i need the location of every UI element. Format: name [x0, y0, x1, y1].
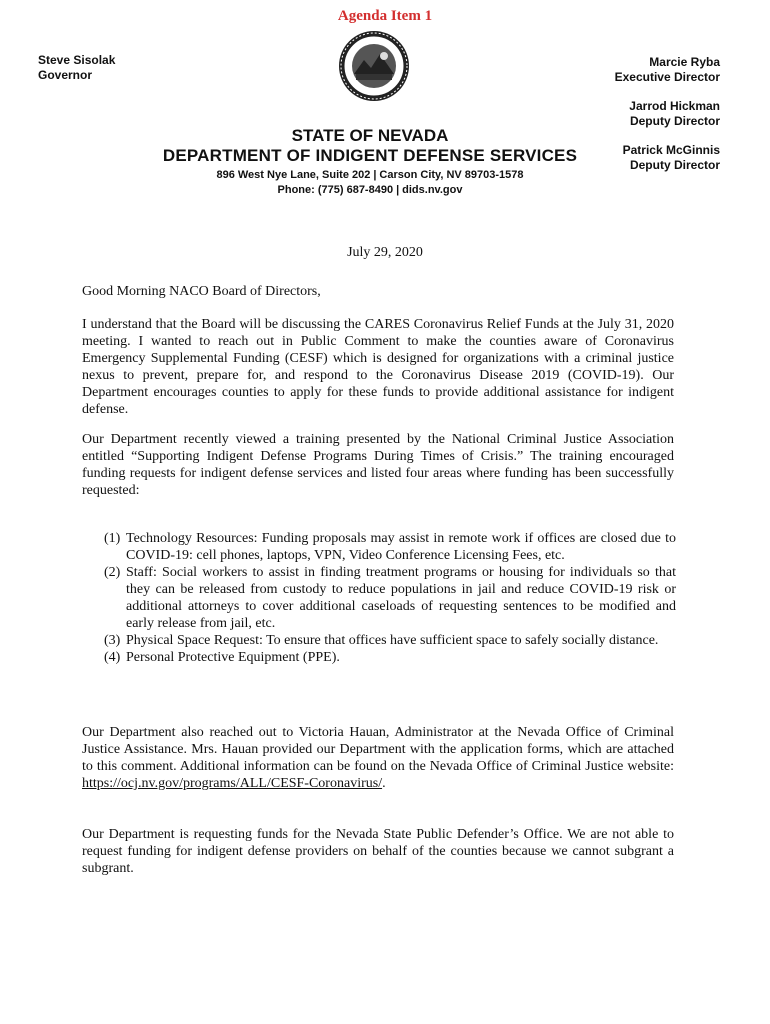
list-number: (3) — [104, 633, 121, 648]
list-number: (4) — [104, 650, 121, 665]
list-number: (1) — [104, 531, 121, 546]
official-title: Deputy Director — [629, 114, 720, 128]
list-text: Physical Space Request: To ensure that offices have sufficient space to safely socially distance. — [126, 633, 659, 648]
list-number: (2) — [104, 565, 121, 580]
official-executive-director — [615, 55, 720, 85]
state-seal-icon — [338, 30, 410, 102]
paragraph-3-end: . — [382, 776, 386, 791]
greeting: Good Morning NACO Board of Directors, — [82, 284, 321, 299]
governor-title: Governor — [38, 68, 93, 82]
list-item — [104, 649, 676, 666]
paragraph-3-text: Our Department also reached out to Victoria Hauan, Administrator at the Nevada Office of Criminal Justice Assistance. Mrs. Hauan provided our Department with the application forms, which are attached to this comment. Additional information can be found on the Nevada Office of Criminal Justice website: — [82, 725, 674, 774]
paragraph-4: Our Department is requesting funds for the Nevada State Public Defender’s Office. We are not able to request funding for indigent defense providers on behalf of the counties because we cannot subgrant a subgrant. — [82, 827, 674, 876]
paragraph-1: I understand that the Board will be discussing the CARES Coronavirus Relief Funds at the July 31, 2020 meeting. I wanted to reach out in Public Comment to make the counties aware of Coronavirus Emergency Supplemental Funding (CESF) which is designed for organizations with a criminal justice nexus to prevent, prepare for, and respond to the Coronavirus Disease 2019 (COVID-19). Our Department encourages counties to apply for these funds to provide additional assistance for indigent defense. — [82, 317, 674, 417]
official-name: Marcie Ryba — [649, 55, 720, 69]
state-heading: STATE OF NEVADA — [291, 126, 449, 145]
funding-areas-list — [104, 530, 676, 666]
department-heading: DEPARTMENT OF INDIGENT DEFENSE SERVICES — [162, 146, 578, 165]
separator: | — [396, 184, 400, 196]
list-text: Staff: Social workers to assist in finding treatment programs or housing for individuals so that they can be released from custody to reduce populations in jail and reduce COVID-19 risk or additional attorneys to cover additional caseloads of requesting sentences to be modified and early release from jail, etc. — [126, 565, 676, 631]
governor-name: Steve Sisolak — [38, 53, 116, 67]
separator: | — [373, 169, 377, 181]
official-title: Deputy Director — [629, 158, 720, 172]
website: dids.nv.gov — [402, 184, 463, 196]
official-deputy-director-1 — [615, 99, 720, 129]
address-line — [150, 169, 590, 181]
list-item — [104, 564, 676, 632]
official-title: Executive Director — [614, 70, 720, 84]
list-item — [104, 530, 676, 564]
ocj-website-link[interactable]: https://ocj.nv.gov/programs/ALL/CESF-Coronavirus/ — [82, 776, 383, 791]
paragraph-3 — [82, 724, 674, 792]
list-item — [104, 632, 676, 649]
official-deputy-director-2 — [615, 143, 720, 173]
list-text: Technology Resources: Funding proposals may assist in remote work if offices are closed due to COVID-19: cell phones, laptops, VPN, Video Conference Licensing Fees, etc. — [126, 531, 676, 563]
address-street: 896 West Nye Lane, Suite 202 — [216, 169, 371, 181]
official-name: Jarrod Hickman — [629, 99, 720, 113]
agenda-item-label: Agenda Item 1 — [337, 8, 433, 24]
governor-block — [38, 53, 115, 83]
contact-line — [150, 184, 590, 196]
officials-list — [615, 55, 720, 187]
phone-number: Phone: (775) 687-8490 — [277, 184, 394, 196]
address-city: Carson City, NV 89703-1578 — [379, 169, 524, 181]
letter-date: July 29, 2020 — [347, 245, 423, 260]
paragraph-2: Our Department recently viewed a training presented by the National Criminal Justice Association entitled “Supporting Indigent Defense Programs During Times of Crisis.” The training encouraged funding requests for indigent defense services and listed four areas where funding has been successfully requested: — [82, 432, 674, 498]
official-name: Patrick McGinnis — [622, 143, 720, 157]
list-text: Personal Protective Equipment (PPE). — [126, 650, 340, 665]
